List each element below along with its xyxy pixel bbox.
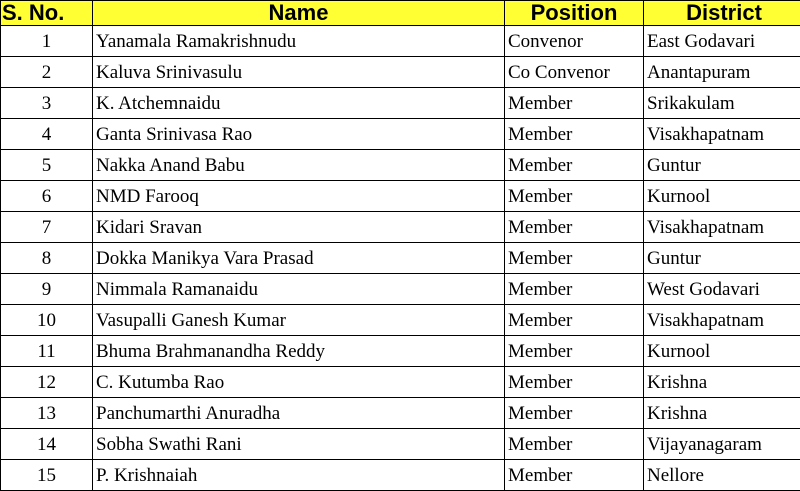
table-row	[1, 181, 800, 212]
cell-name: NMD Farooq	[93, 181, 505, 212]
cell-district: Kurnool	[644, 336, 800, 367]
table-row	[1, 243, 800, 274]
cell-position: Member	[505, 274, 644, 305]
cell-sno: 9	[1, 274, 93, 305]
cell-position: Member	[505, 460, 644, 491]
cell-position: Member	[505, 305, 644, 336]
cell-name: C. Kutumba Rao	[93, 367, 505, 398]
header-name: Name	[93, 1, 505, 26]
cell-position: Member	[505, 367, 644, 398]
cell-name: Dokka Manikya Vara Prasad	[93, 243, 505, 274]
cell-district: Visakhapatnam	[644, 119, 800, 150]
cell-position: Co Convenor	[505, 57, 644, 88]
cell-name: K. Atchemnaidu	[93, 88, 505, 119]
table-body	[1, 26, 800, 491]
cell-sno: 14	[1, 429, 93, 460]
cell-position: Member	[505, 212, 644, 243]
table-row	[1, 119, 800, 150]
cell-name: Kaluva Srinivasulu	[93, 57, 505, 88]
header-district: District	[644, 1, 800, 26]
table-row	[1, 212, 800, 243]
table-row	[1, 274, 800, 305]
table-row	[1, 398, 800, 429]
cell-name: Bhuma Brahmanandha Reddy	[93, 336, 505, 367]
cell-district: Kurnool	[644, 181, 800, 212]
cell-district: Nellore	[644, 460, 800, 491]
header-position: Position	[505, 1, 644, 26]
cell-name: Yanamala Ramakrishnudu	[93, 26, 505, 57]
cell-sno: 5	[1, 150, 93, 181]
cell-sno: 4	[1, 119, 93, 150]
cell-sno: 11	[1, 336, 93, 367]
cell-name: Kidari Sravan	[93, 212, 505, 243]
cell-position: Member	[505, 150, 644, 181]
header-row	[1, 1, 800, 26]
cell-district: Visakhapatnam	[644, 305, 800, 336]
table-row	[1, 460, 800, 491]
cell-district: Krishna	[644, 398, 800, 429]
table-row	[1, 26, 800, 57]
cell-district: Vijayanagaram	[644, 429, 800, 460]
cell-district: Guntur	[644, 243, 800, 274]
cell-name: Sobha Swathi Rani	[93, 429, 505, 460]
cell-name: Ganta Srinivasa Rao	[93, 119, 505, 150]
cell-name: Panchumarthi Anuradha	[93, 398, 505, 429]
table-row	[1, 88, 800, 119]
cell-sno: 10	[1, 305, 93, 336]
table-row	[1, 367, 800, 398]
cell-sno: 6	[1, 181, 93, 212]
table-row	[1, 429, 800, 460]
cell-name: P. Krishnaiah	[93, 460, 505, 491]
table-row	[1, 336, 800, 367]
cell-district: Visakhapatnam	[644, 212, 800, 243]
table-row	[1, 57, 800, 88]
cell-sno: 1	[1, 26, 93, 57]
cell-name: Nakka Anand Babu	[93, 150, 505, 181]
cell-position: Convenor	[505, 26, 644, 57]
cell-district: Krishna	[644, 367, 800, 398]
cell-position: Member	[505, 119, 644, 150]
cell-district: Srikakulam	[644, 88, 800, 119]
cell-sno: 12	[1, 367, 93, 398]
cell-sno: 2	[1, 57, 93, 88]
cell-district: Anantapuram	[644, 57, 800, 88]
cell-district: East Godavari	[644, 26, 800, 57]
cell-sno: 3	[1, 88, 93, 119]
cell-position: Member	[505, 243, 644, 274]
cell-position: Member	[505, 88, 644, 119]
cell-sno: 7	[1, 212, 93, 243]
cell-sno: 8	[1, 243, 93, 274]
cell-name: Vasupalli Ganesh Kumar	[93, 305, 505, 336]
cell-district: Guntur	[644, 150, 800, 181]
cell-position: Member	[505, 336, 644, 367]
cell-position: Member	[505, 398, 644, 429]
cell-district: West Godavari	[644, 274, 800, 305]
cell-position: Member	[505, 181, 644, 212]
cell-name: Nimmala Ramanaidu	[93, 274, 505, 305]
cell-position: Member	[505, 429, 644, 460]
header-sno: S. No.	[1, 1, 93, 26]
cell-sno: 13	[1, 398, 93, 429]
table-row	[1, 305, 800, 336]
table-row	[1, 150, 800, 181]
cell-sno: 15	[1, 460, 93, 491]
